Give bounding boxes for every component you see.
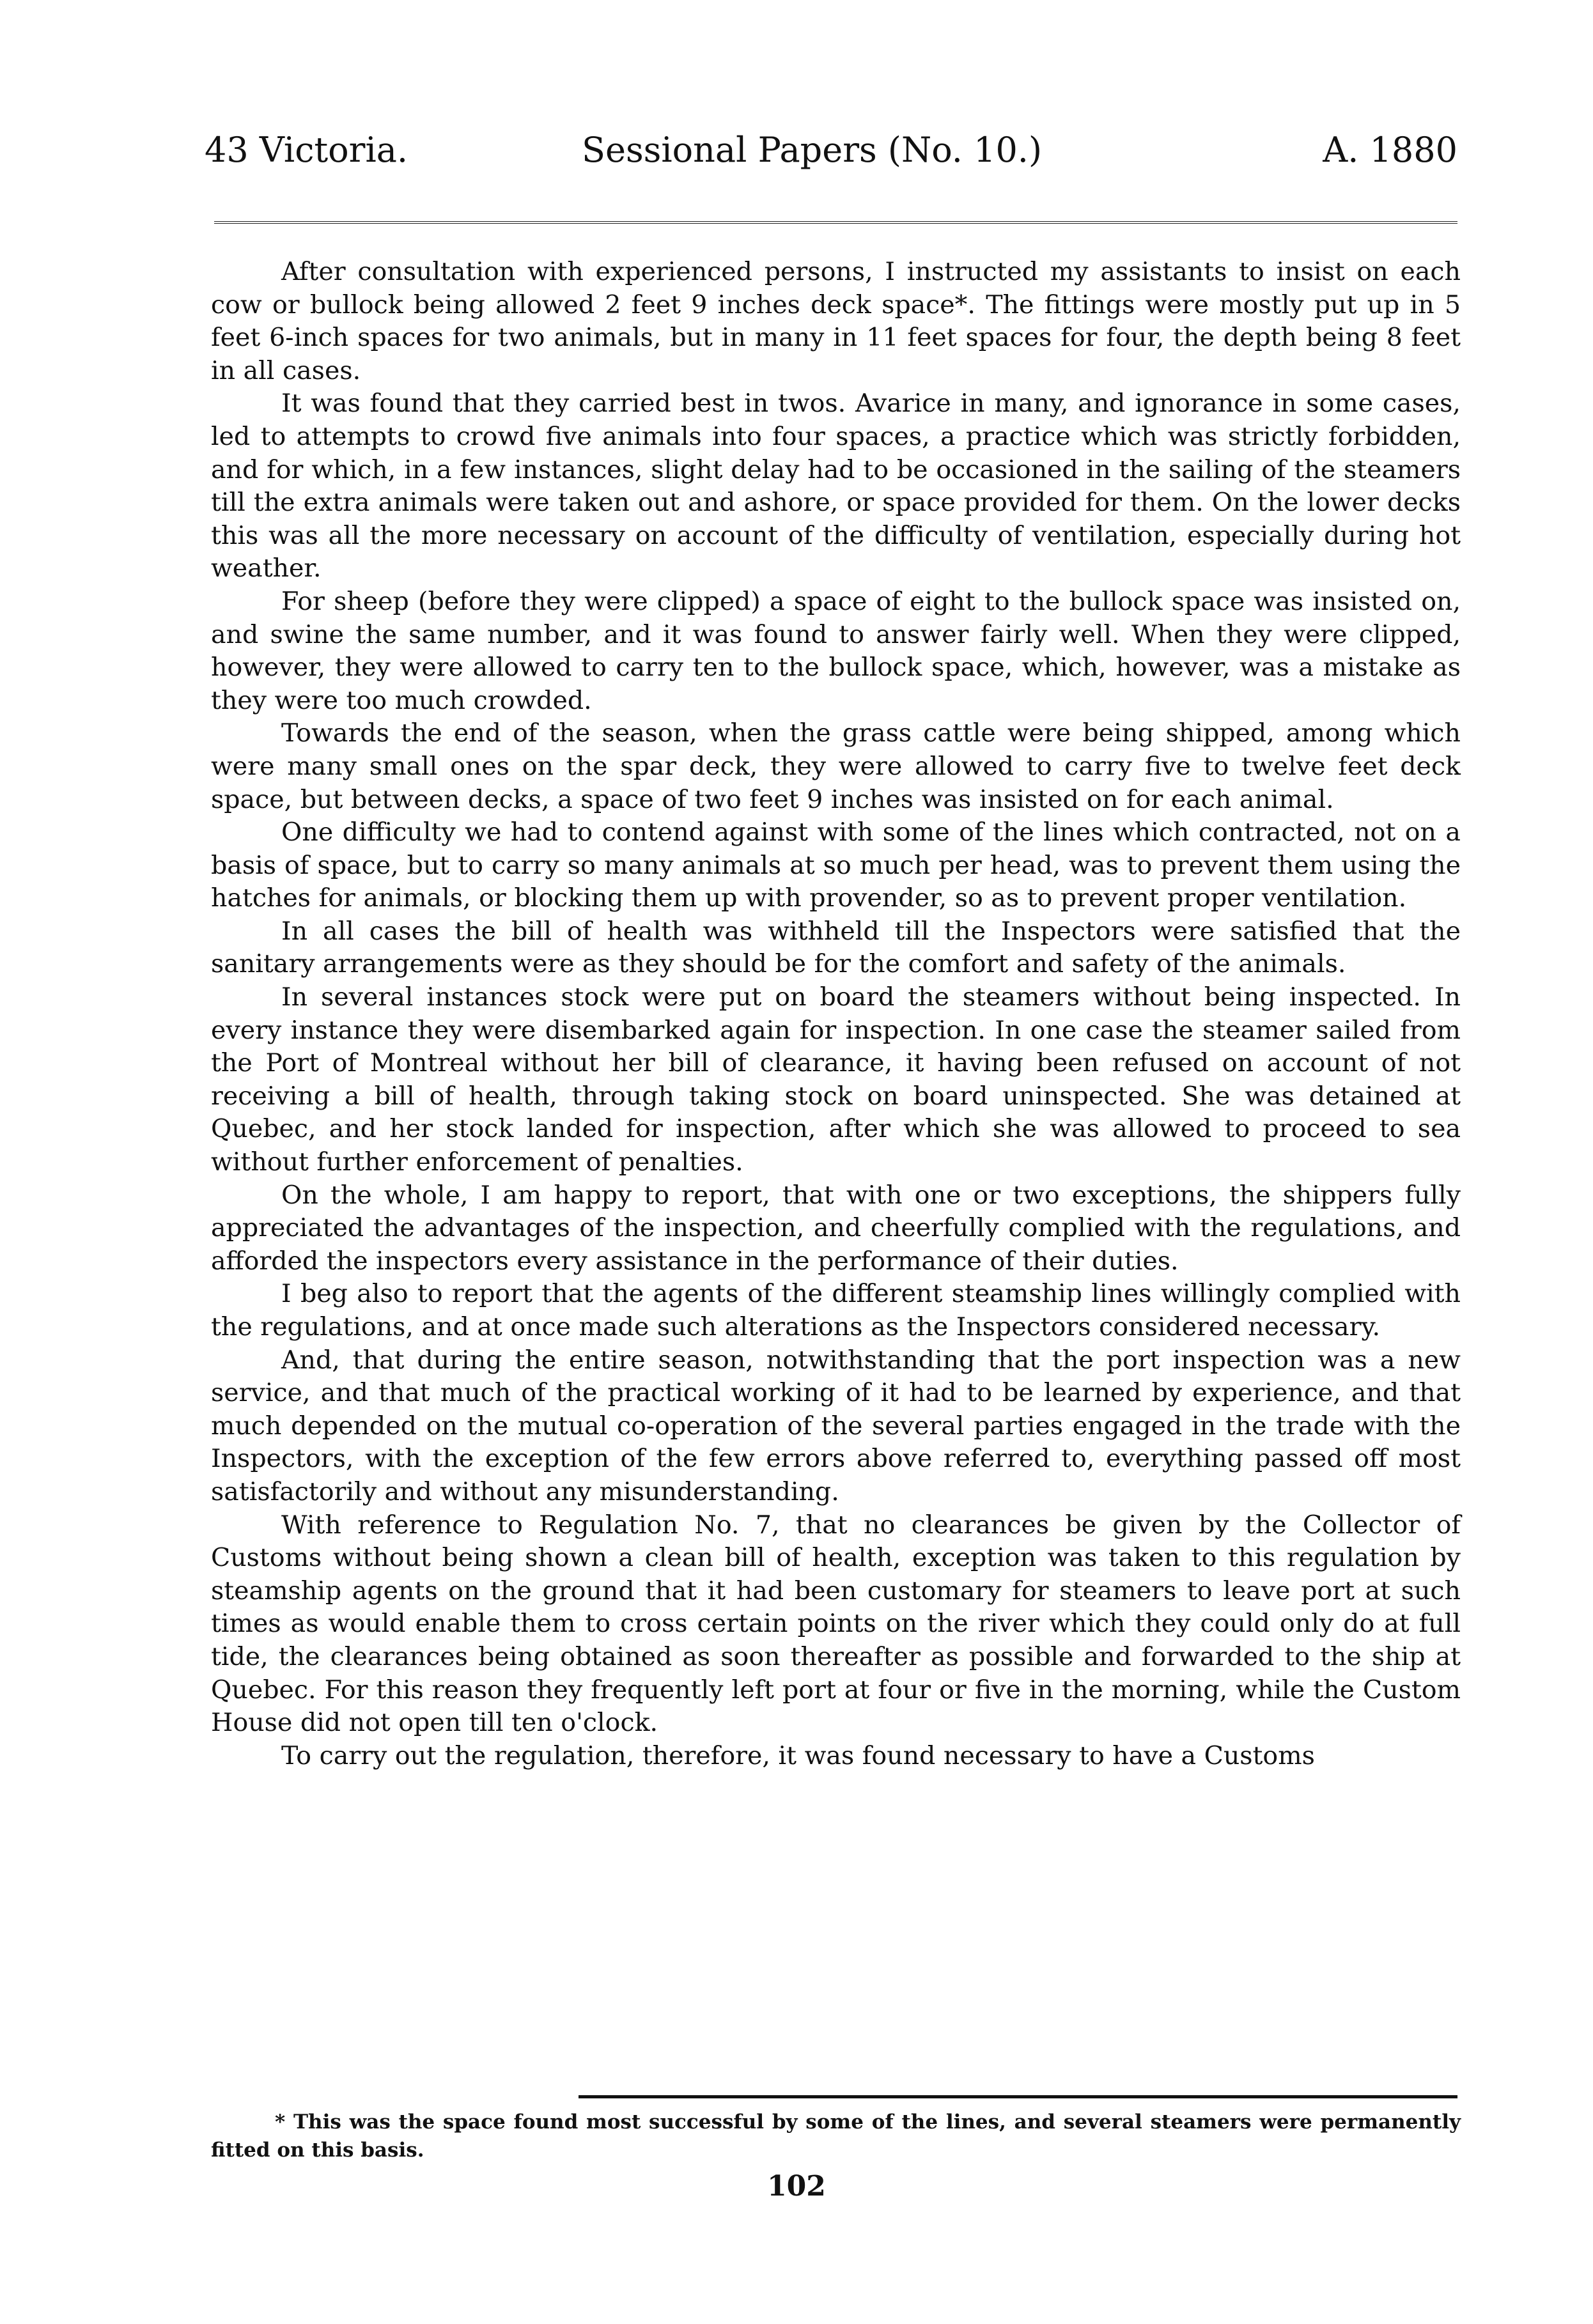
paragraph: In all cases the bill of health was withheld till the Inspectors were satisfied that the sanitary arrangements were as they should be for the comfort and safety of the animals. — [211, 916, 1461, 979]
paragraph: It was found that they carried best in twos. Avarice in many, and ignorance in some cases, led to attempts to crowd five animals into four spaces, a practice which was strictly forbidden, and for which, in a few instances, slight delay had to be occasioned in the sailing of the steamers till the extra animals were taken out and ashore, or space provided for them. On the lower decks this was all the more necessary on account of the difficulty of ventilation, especially during hot weather. — [211, 389, 1461, 584]
page-number: 102 — [767, 2170, 826, 2203]
paragraph: And, that during the entire season, notwithstanding that the port inspection was a new service, and that much of the practical working of it had to be learned by experience, and that much depended on the mutual co-operation of the several parties engaged in the trade with the Inspectors, with the exception of the few errors above referred to, everything passed off most satisfactorily and without any misunderstanding. — [211, 1345, 1461, 1507]
paragraph: On the whole, I am happy to report, that with one or two exceptions, the shippers fully appreciated the advantages of the inspection, and cheerfully complied with the regulations, and afforded the inspectors every assistance in the performance of their duties. — [211, 1180, 1461, 1276]
paragraph: Towards the end of the season, when the grass cattle were being shipped, among which were many small ones on the spar deck, they were allowed to carry five to twelve feet deck space, but between decks, a space of two feet 9 inches was insisted on for each animal. — [211, 718, 1461, 814]
header-session: 43 Victoria. — [205, 130, 408, 170]
body-text — [211, 256, 1461, 1772]
paragraph: With reference to Regulation No. 7, that no clearances be given by the Collector of Customs without being shown a clean bill of health, exception was taken to this regulation by steamship agents on the ground that it had been customary for steamers to leave port at such times as would enable them to cross certain points on the river which they could only do at full tide, the clearances being obtained as soon thereafter as possible and forwarded to the ship at Quebec. For this reason they frequently left port at four or five in the morning, while the Custom House did not open till ten o'clock. — [211, 1510, 1461, 1738]
paragraph: After consultation with experienced persons, I instructed my assistants to insist on each cow or bullock being allowed 2 feet 9 inches deck space*. The fittings were mostly put up in 5 feet 6-inch spaces for two animals, but in many in 11 feet spaces for four, the depth being 8 feet in all cases. — [211, 257, 1461, 385]
footnote: * This was the space found most successful by some of the lines, and several steamers were permanently fitted on this basis. — [211, 2111, 1461, 2162]
paragraph: For sheep (before they were clipped) a space of eight to the bullock space was insisted on, and swine the same number, and it was found to answer fairly well. When they were clipped, however, they were allowed to carry ten to the bullock space, which, however, was a mistake as they were too much crowded. — [211, 586, 1461, 715]
header-rule — [214, 221, 1457, 224]
paragraph: One difficulty we had to contend against with some of the lines which contracted, not on a basis of space, but to carry so many animals at so much per head, was to prevent them using the hatches for animals, or blocking them up with provender, so as to prevent proper ventilation. — [211, 817, 1461, 913]
paragraph: In several instances stock were put on board the steamers without being inspected. In every instance they were disembarked again for inspection. In one case the steamer sailed from the Port of Montreal without her bill of clearance, it having been refused on account of not receiving a bill of health, through taking stock on board uninspected. She was detained at Quebec, and her stock landed for inspection, after which she was allowed to proceed to sea without further enforcement of penalties. — [211, 982, 1461, 1177]
footnote-rule — [579, 2095, 1457, 2098]
paragraph: To carry out the regulation, therefore, it was found necessary to have a Customs — [281, 1740, 1315, 1770]
paragraph: I beg also to report that the agents of the different steamship lines willingly complied with the regulations, and at once made such alterations as the Inspectors considered necessary. — [211, 1279, 1461, 1342]
running-header — [205, 125, 1457, 176]
header-title: Sessional Papers (No. 10.) — [582, 130, 1043, 170]
header-year: A. 1880 — [1323, 130, 1457, 170]
